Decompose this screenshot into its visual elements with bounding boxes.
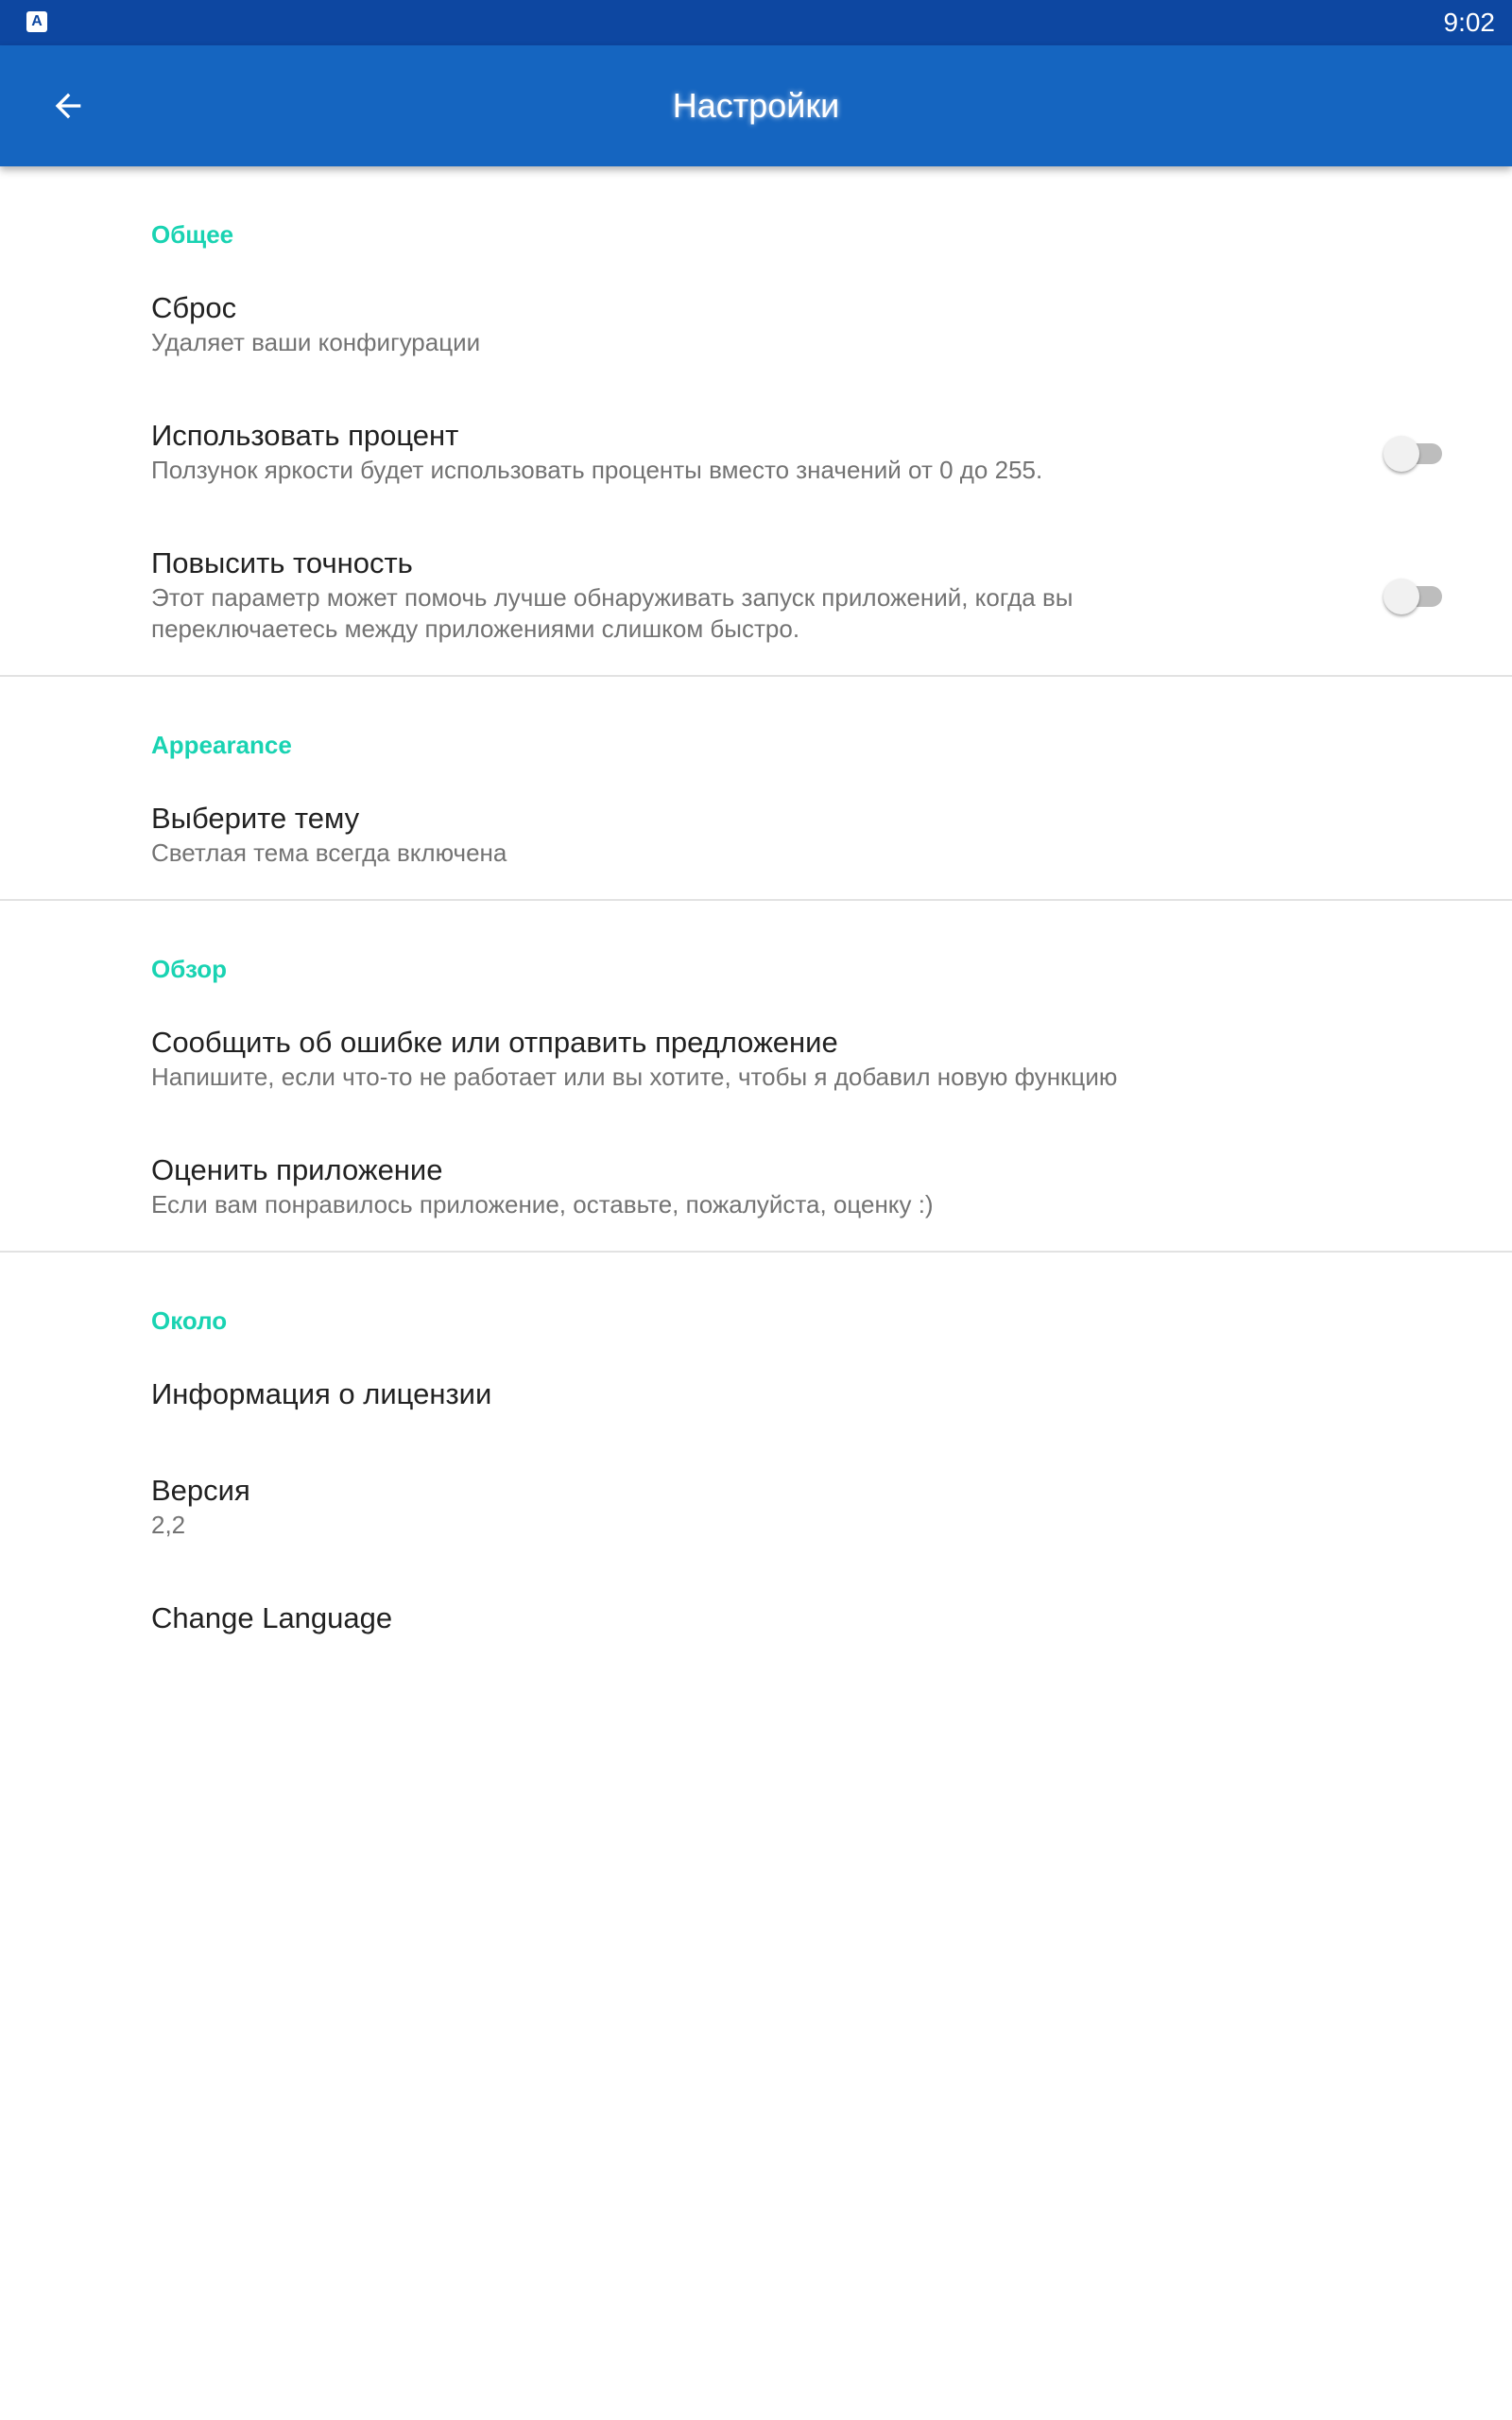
section-header-appearance: Appearance — [151, 731, 292, 759]
pref-summary: Если вам понравилось приложение, оставьте, пожалуйста, оценку :) — [151, 1190, 934, 1219]
pref-summary: Светлая тема всегда включена — [151, 838, 507, 867]
status-bar — [0, 0, 1512, 45]
pref-summary: Ползунок яркости будет использовать проценты вместо значений от 0 до 255. — [151, 456, 1043, 484]
pref-title: Оценить приложение — [151, 1153, 443, 1186]
pref-increase-accuracy[interactable] — [0, 516, 1512, 675]
section-general — [0, 166, 1512, 675]
use-percent-toggle[interactable] — [1383, 436, 1444, 470]
pref-title: Версия — [151, 1474, 250, 1507]
pref-report-bug[interactable] — [0, 995, 1512, 1123]
pref-use-percent[interactable] — [0, 389, 1512, 516]
pref-reset[interactable] — [0, 261, 1512, 389]
pref-summary: Удаляет ваши конфигурации — [151, 328, 481, 356]
pref-title: Сообщить об ошибке или отправить предложение — [151, 1026, 838, 1059]
pref-rate-app[interactable] — [0, 1123, 1512, 1251]
toggle-thumb — [1383, 579, 1419, 614]
pref-summary: Напишите, если что-то не работает или вы хотите, чтобы я добавил новую функцию — [151, 1063, 1118, 1091]
status-time: 9:02 — [1443, 8, 1495, 37]
pref-title: Change Language — [151, 1601, 393, 1634]
section-about — [0, 1251, 1512, 1668]
pref-title: Сброс — [151, 291, 237, 324]
pref-choose-theme[interactable] — [0, 771, 1512, 899]
pref-summary: Этот параметр может помочь лучше обнаруживать запуск приложений, когда вы переключаетесь между приложениями слишком быстро. — [151, 583, 1074, 643]
pref-license[interactable] — [0, 1347, 1512, 1443]
app-notification-icon: A — [26, 11, 47, 32]
settings-list — [0, 166, 1512, 1668]
pref-summary: 2,2 — [151, 1511, 186, 1539]
increase-accuracy-toggle[interactable] — [1383, 579, 1444, 613]
toggle-thumb — [1383, 436, 1419, 472]
section-header-about: Около — [151, 1306, 228, 1335]
section-header-review: Обзор — [151, 955, 227, 983]
app-bar — [0, 45, 1512, 166]
section-appearance — [0, 675, 1512, 899]
pref-title: Выберите тему — [151, 802, 360, 835]
page-title: Настройки — [672, 86, 840, 125]
section-header-general: Общее — [151, 220, 234, 249]
pref-title: Информация о лицензии — [151, 1377, 492, 1410]
pref-change-language[interactable] — [0, 1571, 1512, 1668]
section-review — [0, 899, 1512, 1251]
pref-version[interactable] — [0, 1443, 1512, 1571]
pref-title: Повысить точность — [151, 546, 413, 579]
pref-title: Использовать процент — [151, 419, 459, 452]
